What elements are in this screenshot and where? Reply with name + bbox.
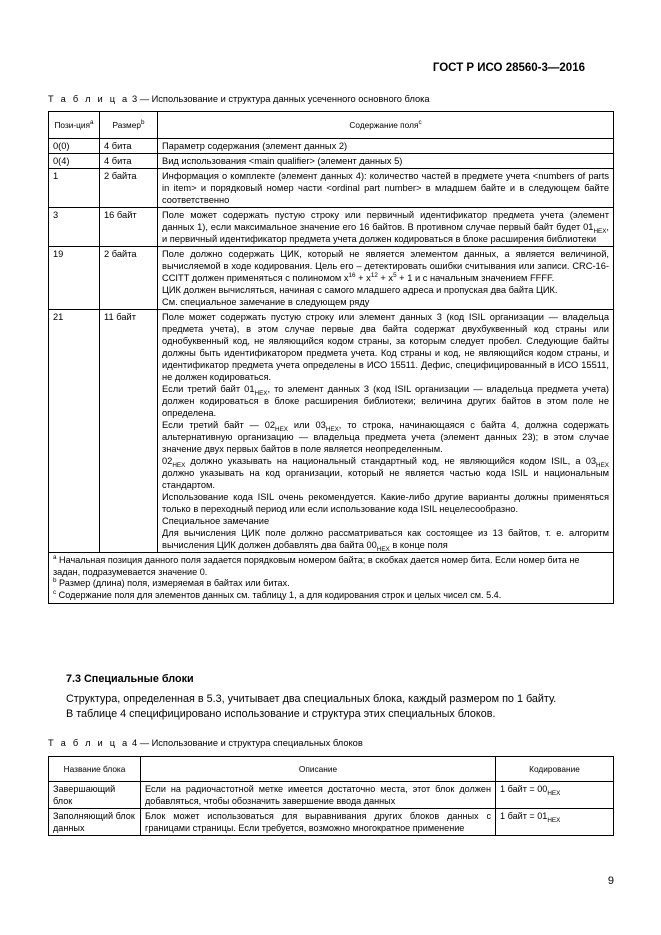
col-header-description: Описание bbox=[141, 757, 496, 782]
cell-position: 0(4) bbox=[49, 154, 100, 169]
cell-description: Если на радиочастотной метке имеется достаточно места, этот блок должен добавляться, чтобы обозначить завершение ввода данных bbox=[141, 782, 496, 809]
cell-content: Информация о комплекте (элемент данных 4): количество частей в предмете учета <numbers of parts in item> и порядковый номер части <ordinal part number> в младшем байте и в следующем байте соответственно bbox=[158, 169, 614, 208]
table4-caption: Т а б л и ц а 4 — Использование и структура специальных блоков bbox=[48, 738, 363, 748]
table-row bbox=[49, 782, 614, 809]
col-header-coding: Кодирование bbox=[496, 757, 614, 782]
col-header-content: Содержание поля$^c$ bbox=[158, 112, 614, 139]
cell-content: Вид использования <main qualifier> (элемент данных 5) bbox=[158, 154, 614, 169]
section-text bbox=[66, 692, 614, 722]
footnote-c: $^c$ Содержание поля для элементов данных см. таблицу 1, а для кодирования строк и целых чисел см. 5.4. bbox=[53, 588, 502, 600]
cell-size: 4 бита bbox=[100, 154, 158, 169]
cell-position: 19 bbox=[49, 247, 100, 310]
cell-size: 2 байта bbox=[100, 169, 158, 208]
table3-footnotes bbox=[49, 553, 614, 604]
cell-position: 1 bbox=[49, 169, 100, 208]
table-row bbox=[49, 139, 614, 154]
cell-coding: 1 байт = $00_{HEX}$ bbox=[496, 782, 614, 809]
paragraph: В таблице 4 специфицировано использование и структура этих специальных блоков. bbox=[66, 708, 496, 720]
col-header-position: Пози-ция$^a$ bbox=[49, 112, 100, 139]
table3-caption: Т а б л и ц а 3 — Использование и структура данных усеченного основного блока bbox=[48, 94, 430, 104]
table-row bbox=[49, 154, 614, 169]
cell-size: 4 бита bbox=[100, 139, 158, 154]
table-row bbox=[49, 169, 614, 208]
cell-content: Поле может содержать пустую строку или первичный идентификатор предмета учета (элемент данных 1), если максимальное значение его 16 байтов. В противном случае первый байт будет $01_{HEX}$, и первичный идентификатор предмета учета должен кодироваться в блоке расширения библиотеки bbox=[158, 208, 614, 247]
table3 bbox=[48, 111, 614, 604]
footnote-b: $^b$ Размер (длина) поля, измеряемая в байтах или битах. bbox=[53, 576, 290, 588]
cell-size: 16 байт bbox=[100, 208, 158, 247]
table4-header-row bbox=[49, 757, 614, 782]
section-title: 7.3 Специальные блоки bbox=[66, 673, 194, 685]
table-row bbox=[49, 310, 614, 553]
table3-header-row bbox=[49, 112, 614, 139]
cell-block-name: Завершающий блок bbox=[49, 782, 141, 809]
cell-size: 11 байт bbox=[100, 310, 158, 553]
cell-description: Блок может использоваться для выравнивания других блоков данных с границами страницы. Если требуется, возможно многократное применение bbox=[141, 809, 496, 836]
page-number: 9 bbox=[607, 875, 614, 887]
col-header-size: Размер$^b$ bbox=[100, 112, 158, 139]
cell-block-name: Заполняющий блок данных bbox=[49, 809, 141, 836]
cell-content: Параметр содержания (элемент данных 2) bbox=[158, 139, 614, 154]
table-row bbox=[49, 208, 614, 247]
cell-content: Поле может содержать пустую строку или элемент данных 3 (код ISIL организации — владельца предмета учета), в этом случае первые два байта содержат двухбуквенный код страны или однобуквенный код, не являющийся кодом страны, за которым следует пробел. Следующие байты должны быть идентификатором предмета учета. Код страны и код, не являющийся кодом страны, и идентификатор предмета учета определены в ИСО 15511. Дефис, специфицированный в ИСО 15511, не должен кодироваться. Если третий байт $01_{HEX}$, то элемент данных 3 (код ISIL организации — владельца предмета учета) должен кодироваться в блоке расширения библиотеки; величина других байтов в этом поле не определена. Если третий байт — $02_{HEX}$ или $03_{HEX}$, то строка, начинающаяся с байта 4, должна содержать альтернативную организацию — владельца предмета учета (элемент данных 23); в этом случае значение двух первых байтов в поле является неопределенным. $02_{HEX}$ должно указывать на национальный стандартный код, не являющийся кодом ISIL, а $03_{HEX}$ должно указывать на код организации, который не является частью кода ISIL и национальным стандартом. Использование кода ISIL очень рекомендуется. Какие-либо другие варианты должны применяться только в переходный период или если использование кода ISIL нецелесообразно. Специальное замечание Для вычисления ЦИК поле должно рассматриваться как состоящее из 13 байтов, т. е. алгоритм вычисления ЦИК должен добавлять два байта $00_{HEX}$ в конце поля bbox=[158, 310, 614, 553]
footnote-a: $^a$ Начальная позиция данного поля задается порядковым номером байта; в скобках дается номер бита. Если номер бита не задан, подразумевается значение 0. bbox=[53, 553, 580, 577]
table-row bbox=[49, 247, 614, 310]
cell-coding: 1 байт = $01_{HEX}$ bbox=[496, 809, 614, 836]
cell-size: 2 байта bbox=[100, 247, 158, 310]
table-row bbox=[49, 809, 614, 836]
col-header-name: Название блока bbox=[49, 757, 141, 782]
table4 bbox=[48, 756, 614, 836]
cell-position: 21 bbox=[49, 310, 100, 553]
document-id: ГОСТ Р ИСО 28560-3—2016 bbox=[432, 62, 585, 74]
cell-position: 3 bbox=[49, 208, 100, 247]
cell-position: 0(0) bbox=[49, 139, 100, 154]
paragraph: Структура, определенная в 5.3, учитывает два специальных блока, каждый размером по 1 байту. bbox=[66, 693, 557, 705]
cell-content: Поле должно содержать ЦИК, который не является элементом данных, а является величиной, вычисляемой в ходе кодирования. Цель его – детектировать ошибки считывания или записи. CRC-16-CCITT должен применяться с полиномом $x^{16} + x^{12} + x^5 + 1$ и с начальным значением FFFF. ЦИК должен вычисляться, начиная с самого младшего адреса и пропуская два байта ЦИК. См. специальное замечание в следующем ряду bbox=[158, 247, 614, 310]
